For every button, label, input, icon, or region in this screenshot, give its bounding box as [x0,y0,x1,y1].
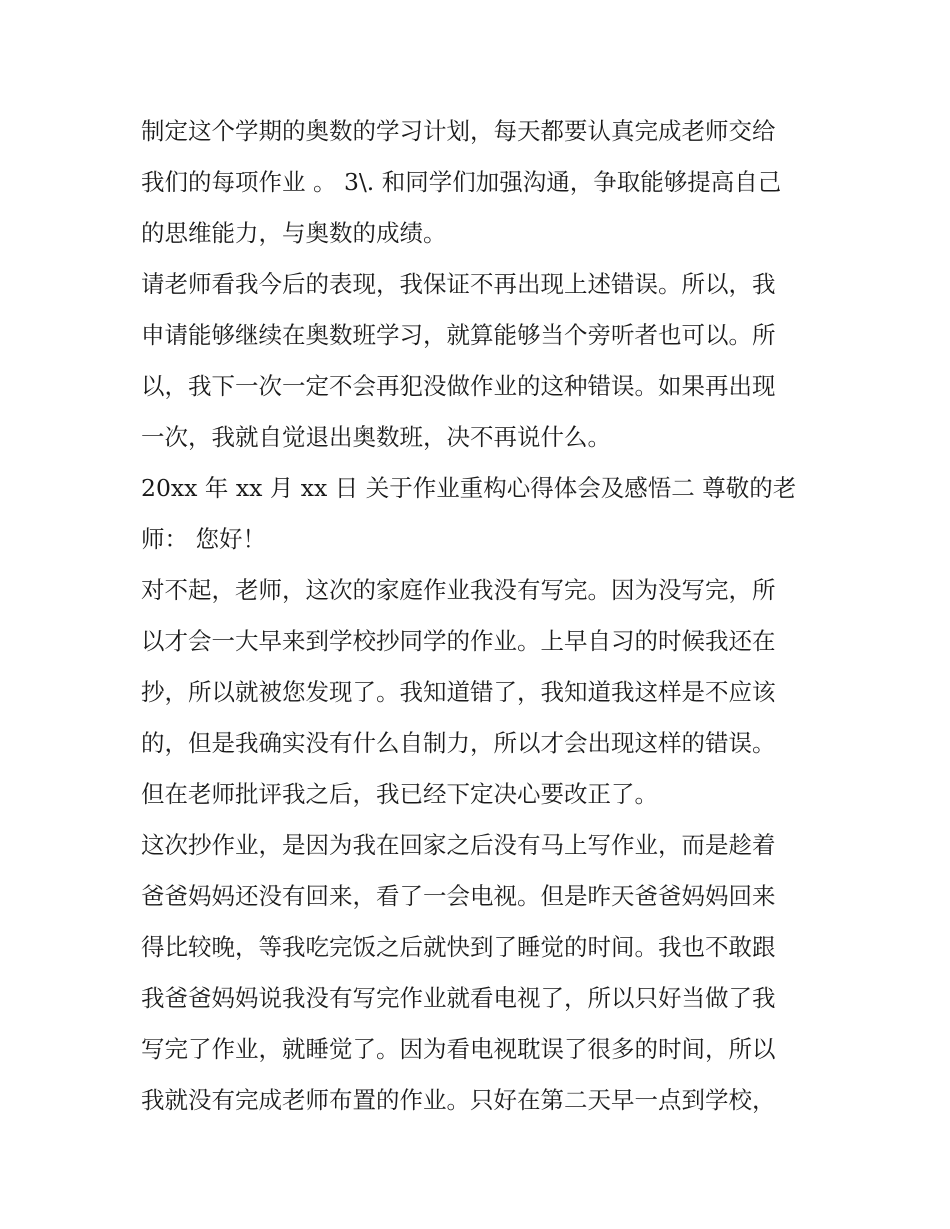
document-body [141,106,817,1126]
text-line: 但在老师批评我之后，我已经下定决心要改正了。 [141,780,658,808]
text-line: 师： 您好！ [141,525,266,553]
text-line: 20xx 年 xx 月 xx 日 关于作业重构心得体会及感悟二 尊敬的老 [141,474,797,502]
text-line: 我爸爸妈妈说我没有写完作业就看电视了，所以只好当做了我 [141,984,776,1012]
text-line: 一次，我就自觉退出奥数班，决不再说什么。 [141,423,611,451]
text-line: 抄，所以就被您发现了。我知道错了，我知道我这样是不应该 [141,678,776,706]
text-line: 写完了作业，就睡觉了。因为看电视耽误了很多的时间，所以 [141,1035,776,1063]
text-line: 以，我下一次一定不会再犯没做作业的这种错误。如果再出现 [141,372,776,400]
text-line: 的思维能力，与奥数的成绩。 [141,219,447,247]
text-line: 这次抄作业，是因为我在回家之后没有马上写作业，而是趁着 [141,831,776,859]
text-line: 请老师看我今后的表现，我保证不再出现上述错误。所以，我 [141,270,776,298]
text-line: 的，但是我确实没有什么自制力，所以才会出现这样的错误。 [141,729,776,757]
text-line: 制定这个学期的奥数的学习计划，每天都要认真完成老师交给 [141,117,776,145]
text-line: 得比较晚，等我吃完饭之后就快到了睡觉的时间。我也不敢跟 [141,933,776,961]
text-line: 对不起，老师，这次的家庭作业我没有写完。因为没写完，所 [141,576,776,604]
text-line: 以才会一大早来到学校抄同学的作业。上早自习的时候我还在 [141,627,776,655]
text-line: 我们的每项作业 。 3\. 和同学们加强沟通，争取能够提高自己 [141,168,782,196]
text-line: 申请能够继续在奥数班学习，就算能够当个旁听者也可以。所 [141,321,776,349]
text-line: 我就没有完成老师布置的作业。只好在第二天早一点到学校， [141,1086,776,1114]
text-line: 爸爸妈妈还没有回来，看了一会电视。但是昨天爸爸妈妈回来 [141,882,776,910]
